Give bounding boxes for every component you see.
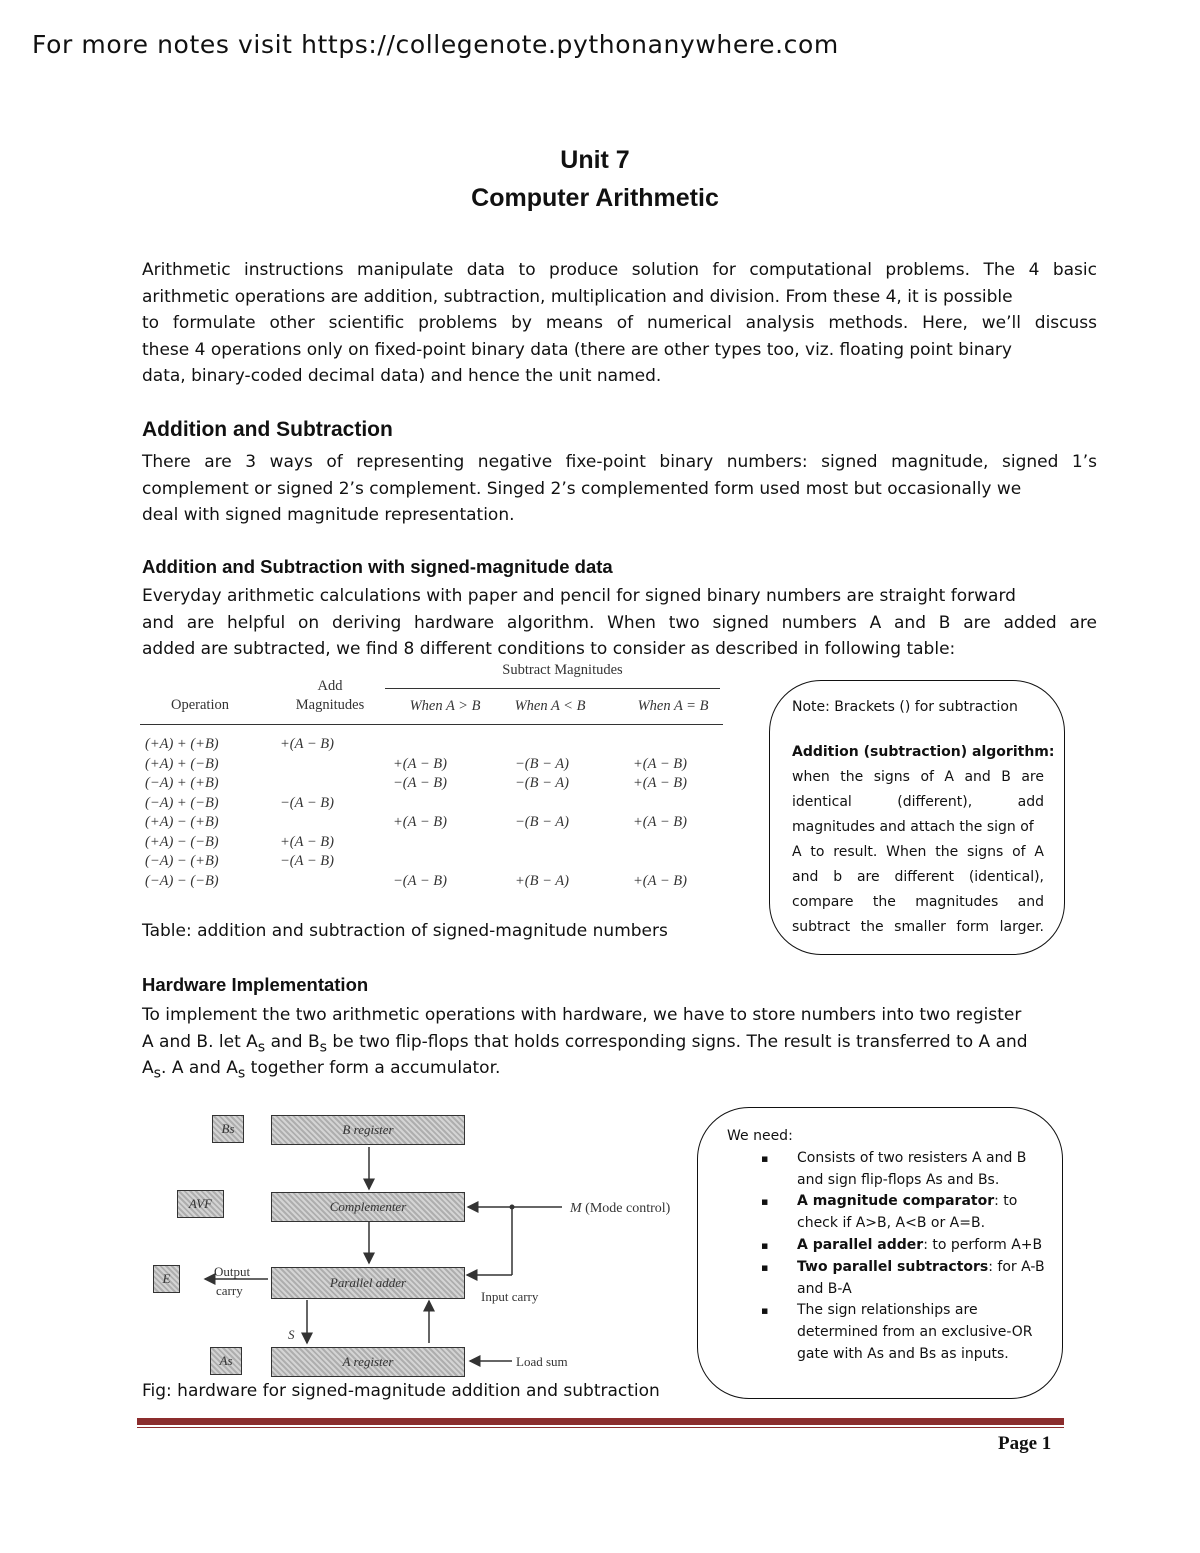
table-header-when-gt: When A > B bbox=[409, 698, 481, 714]
text-run: A and B. let A bbox=[142, 1031, 258, 1052]
intro-line: Arithmetic instructions manipulate data to produce solution for computational problems. The 4 basic bbox=[142, 260, 1097, 280]
as-flipflop: As bbox=[210, 1347, 242, 1375]
requirement-bold: A parallel adder bbox=[797, 1236, 924, 1253]
note-line: identical (different), add bbox=[792, 794, 1044, 810]
table-result-cell: −(B − A) bbox=[515, 755, 569, 772]
section1-line: complement or signed 2’s complement. Singed 2’s complemented form used most but occasionally we bbox=[142, 478, 1022, 499]
intro-line: arithmetic operations are addition, subtraction, multiplication and division. From these 4, it is possible bbox=[142, 286, 1013, 307]
page-number: Page 1 bbox=[998, 1433, 1052, 1454]
mode-control-suffix: (Mode control) bbox=[585, 1201, 671, 1216]
note-line: subtract the smaller form larger. bbox=[792, 919, 1044, 935]
requirements-list bbox=[727, 1148, 1047, 1366]
table-result-cell: +(A − B) bbox=[633, 872, 687, 889]
avf-flipflop: AVF bbox=[177, 1190, 224, 1218]
bullet-icon: ▪ bbox=[761, 1151, 769, 1165]
section3-line: To implement the two arithmetic operations with hardware, we have to store numbers into two register bbox=[142, 1005, 1022, 1025]
table-header-when-eq: When A = B bbox=[637, 698, 709, 714]
bullet-icon: ▪ bbox=[761, 1238, 769, 1252]
text-run: A bbox=[142, 1058, 154, 1078]
bullet-icon: ▪ bbox=[761, 1304, 769, 1318]
footer-rule bbox=[137, 1418, 1064, 1425]
table-result-cell: +(A − B) bbox=[393, 814, 447, 830]
requirement-text: : to check if A>B, A<B or A=B. bbox=[797, 1193, 1018, 1232]
table-result-cell: −(A − B) bbox=[393, 872, 447, 889]
bullet-icon: ▪ bbox=[761, 1195, 769, 1209]
table-operation-cell: (−A) − (+B) bbox=[145, 853, 219, 869]
requirement-item bbox=[727, 1300, 1047, 1365]
table-result-cell: +(A − B) bbox=[633, 814, 687, 830]
table-subheader-rule bbox=[385, 688, 720, 689]
section1-line: There are 3 ways of representing negative fixe-point binary numbers: signed magnitude, signed 1’s bbox=[142, 452, 1097, 472]
e-flipflop: E bbox=[153, 1265, 180, 1293]
requirement-item bbox=[727, 1235, 1047, 1257]
requirement-bold: A magnitude comparator bbox=[797, 1193, 995, 1210]
a-register-block: A register bbox=[271, 1347, 465, 1377]
input-carry-label: Input carry bbox=[481, 1289, 539, 1304]
hardware-diagram bbox=[150, 1105, 695, 1385]
note-line: compare the magnitudes and bbox=[792, 894, 1044, 910]
requirement-text: : to perform A+B bbox=[923, 1236, 1043, 1253]
requirement-text: The sign relationships are determined from an exclusive-OR gate with As and Bs as inputs. bbox=[797, 1302, 1033, 1362]
section-heading-addition-subtraction: Addition and Subtraction bbox=[142, 418, 393, 441]
table-operation-cell: (−A) + (+B) bbox=[145, 775, 219, 791]
table-result-cell: −(A − B) bbox=[393, 775, 447, 791]
table-header-operation: Operation bbox=[171, 697, 229, 713]
signed-magnitude-table bbox=[140, 660, 725, 900]
section2-line: and are helpful on deriving hardware algorithm. When two signed numbers A and B are added are bbox=[142, 612, 1097, 633]
text-run: . A and A bbox=[161, 1058, 238, 1078]
text-run: together form a accumulator. bbox=[245, 1058, 501, 1078]
unit-title: Unit 7 bbox=[560, 146, 630, 174]
subscript: s bbox=[319, 1038, 328, 1055]
section3-line bbox=[142, 1055, 1097, 1082]
bs-flipflop: Bs bbox=[212, 1115, 244, 1143]
table-result-cell: +(A − B) bbox=[633, 775, 687, 791]
requirement-item bbox=[727, 1257, 1047, 1301]
text-run: be two flip-flops that holds corresponding signs. The result is transferred to A and bbox=[327, 1031, 1028, 1052]
note-line: when the signs of A and B are bbox=[792, 769, 1044, 785]
table-header-rule bbox=[140, 724, 723, 725]
table-result-cell: −(B − A) bbox=[515, 814, 569, 830]
table-result-cell: −(A − B) bbox=[280, 853, 334, 869]
section3-line bbox=[142, 1029, 1097, 1056]
intro-line: to formulate other scientific problems by means of numerical analysis methods. Here, we’ll discuss bbox=[142, 313, 1097, 333]
requirements-title: We need: bbox=[727, 1128, 793, 1144]
section2-line: Everyday arithmetic calculations with paper and pencil for signed binary numbers are straight forward bbox=[142, 586, 1016, 606]
table-operation-cell: (+A) − (+B) bbox=[145, 814, 219, 830]
table-header-add-1: Add bbox=[317, 678, 343, 694]
table-header-when-lt: When A < B bbox=[514, 698, 586, 714]
table-operation-cell: (+A) − (−B) bbox=[145, 833, 219, 850]
table-result-cell: −(B − A) bbox=[515, 775, 569, 791]
requirement-item bbox=[727, 1148, 1047, 1192]
subscript: s bbox=[237, 1065, 246, 1082]
note-line: magnitudes and attach the sign of bbox=[792, 819, 1034, 835]
requirements-note bbox=[697, 1107, 1063, 1399]
subscript: s bbox=[257, 1038, 266, 1055]
table-result-cell: −(A − B) bbox=[280, 794, 334, 811]
table-result-cell: +(A − B) bbox=[280, 833, 334, 850]
subscript: s bbox=[153, 1065, 162, 1082]
b-register-block: B register bbox=[271, 1115, 465, 1145]
figure-caption: Fig: hardware for signed-magnitude addition and subtraction bbox=[142, 1381, 660, 1401]
table-caption: Table: addition and subtraction of signed-magnitude numbers bbox=[142, 921, 668, 941]
table-operation-cell: (−A) + (−B) bbox=[145, 794, 219, 811]
note-line: A to result. When the signs of A bbox=[792, 844, 1044, 860]
table-operation-cell: (+A) + (−B) bbox=[145, 755, 219, 772]
output-carry-label-1: Output bbox=[214, 1264, 251, 1279]
table-result-cell: +(A − B) bbox=[393, 755, 447, 772]
section3-paragraph bbox=[142, 1002, 1097, 1082]
note-line: and b are different (identical), bbox=[792, 869, 1044, 885]
mode-control-label: M (Mode control) bbox=[570, 1201, 671, 1216]
requirement-item bbox=[727, 1191, 1047, 1235]
intro-line: these 4 operations only on fixed-point binary data (there are other types too, viz. floating point binary bbox=[142, 339, 1012, 360]
bullet-icon: ▪ bbox=[761, 1260, 769, 1274]
section1-line: deal with signed magnitude representation. bbox=[142, 505, 515, 525]
table-result-cell: +(A − B) bbox=[633, 755, 687, 772]
s-label: S bbox=[288, 1327, 295, 1342]
requirement-text: Consists of two resisters A and B and sign flip-flops As and Bs. bbox=[797, 1149, 1027, 1188]
section-heading-signed-magnitude: Addition and Subtraction with signed-magnitude data bbox=[142, 556, 613, 577]
note-brackets-line: Note: Brackets () for subtraction bbox=[792, 699, 1018, 715]
table-operation-cell: (−A) − (−B) bbox=[145, 872, 219, 889]
section1-paragraph bbox=[142, 449, 1097, 529]
complementer-block: Complementer bbox=[271, 1192, 465, 1222]
intro-paragraph bbox=[142, 257, 1097, 390]
load-sum-label: Load sum bbox=[516, 1354, 568, 1369]
requirement-text: : for A-B and B-A bbox=[797, 1258, 1045, 1297]
section2-paragraph bbox=[142, 583, 1097, 663]
table-result-cell: +(B − A) bbox=[515, 872, 569, 889]
algorithm-note bbox=[769, 680, 1065, 955]
table-result-cell: +(A − B) bbox=[280, 736, 334, 752]
site-banner: For more notes visit https://collegenote.pythonanywhere.com bbox=[32, 30, 839, 59]
table-operation-cell: (+A) + (+B) bbox=[145, 736, 219, 752]
section-heading-hardware: Hardware Implementation bbox=[142, 974, 369, 995]
table-header-add-2: Magnitudes bbox=[295, 697, 365, 713]
note-algorithm-label: Addition (subtraction) algorithm: bbox=[792, 744, 1055, 760]
footer-rule-thin bbox=[137, 1427, 1064, 1428]
table-header-subtract: Subtract Magnitudes bbox=[502, 662, 623, 678]
intro-line: data, binary-coded decimal data) and hence the unit named. bbox=[142, 366, 662, 386]
output-carry-label-2: carry bbox=[216, 1283, 243, 1298]
parallel-adder-block: Parallel adder bbox=[271, 1267, 465, 1299]
diagram-wires bbox=[150, 1105, 695, 1385]
requirement-bold: Two parallel subtractors bbox=[797, 1258, 989, 1275]
unit-subtitle: Computer Arithmetic bbox=[471, 184, 719, 212]
text-run: and B bbox=[265, 1031, 320, 1052]
section2-line: added are subtracted, we find 8 different conditions to consider as described in following table: bbox=[142, 639, 956, 659]
